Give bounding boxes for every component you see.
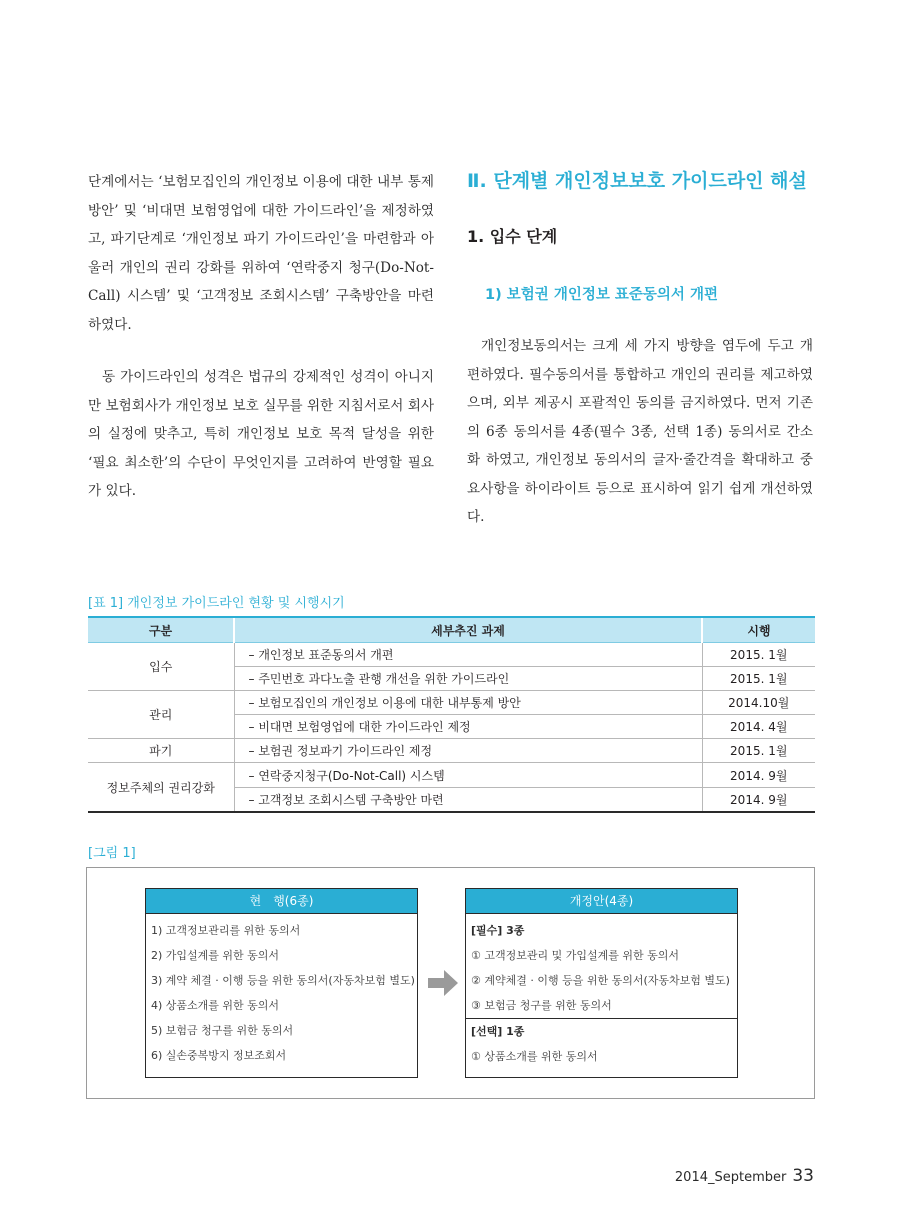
current-item: 5) 보험금 청구를 위한 동의서 bbox=[151, 1024, 294, 1037]
table-row bbox=[88, 643, 815, 667]
page-footer bbox=[675, 1166, 814, 1186]
table-row bbox=[88, 763, 815, 787]
header-category: 구분 bbox=[88, 617, 234, 643]
row-category: 파기 bbox=[88, 739, 234, 763]
current-item: 2) 가입설계를 위한 동의서 bbox=[151, 949, 280, 962]
row-task: – 보험모집인의 개인정보 이용에 대한 내부통제 방안 bbox=[234, 691, 702, 715]
current-item: 4) 상품소개를 위한 동의서 bbox=[151, 999, 280, 1012]
revised-item: ② 계약체결 · 이행 등을 위한 동의서(자동차보험 별도) bbox=[471, 974, 730, 987]
row-category: 입수 bbox=[88, 643, 234, 691]
subsubsection-title: 1) 보험권 개인정보 표준동의서 개편 bbox=[485, 287, 719, 303]
subsection-title: 1. 입수 단계 bbox=[467, 227, 558, 246]
header-date: 시행 bbox=[702, 617, 815, 643]
revised-consent-box bbox=[465, 888, 738, 1078]
current-consent-box bbox=[145, 888, 418, 1078]
arrow-right-icon bbox=[428, 970, 458, 996]
current-item: 3) 계약 체결 · 이행 등을 위한 동의서(자동차보험 별도) bbox=[151, 974, 415, 987]
revised-item: ① 고객정보관리 및 가입설계를 위한 동의서 bbox=[471, 949, 679, 962]
left-column bbox=[88, 168, 434, 506]
row-date: 2015. 1월 bbox=[702, 643, 815, 667]
table-row bbox=[88, 691, 815, 715]
row-date: 2014. 9월 bbox=[702, 787, 815, 812]
guideline-table bbox=[88, 616, 815, 813]
right-paragraph-1: 개인정보동의서는 크게 세 가지 방향을 염두에 두고 개편하였다. 필수동의서를 통합하고 개인의 권리를 제고하였으며, 외부 제공시 포괄적인 동의를 금지하였다. 먼저 기존의 6종 동의서를 4종(필수 3종, 선택 1종) 동의서로 간소화 하였고, 개인정보 동의서의 글자·줄간격을 확대하고 중요사항을 하이라이트 등으로 표시하여 읽기 쉽게 개선하였다. bbox=[467, 338, 813, 525]
header-task: 세부추진 과제 bbox=[234, 617, 702, 643]
row-date: 2015. 1월 bbox=[702, 667, 815, 691]
required-group-label: [필수] 3종 bbox=[471, 924, 525, 937]
row-category: 관리 bbox=[88, 691, 234, 739]
left-paragraph-2: 동 가이드라인의 성격은 법규의 강제적인 성격이 아니지만 보험회사가 개인정보 보호 실무를 위한 지침서로서 회사의 실정에 맞추고, 특히 개인정보 보호 목적 달성을 위한 ‘필요 최소한’의 수단이 무엇인지를 고려하여 반영할 필요가 있다. bbox=[88, 369, 434, 499]
row-task: – 개인정보 표준동의서 개편 bbox=[234, 643, 702, 667]
row-date: 2014. 9월 bbox=[702, 763, 815, 787]
revised-item: ① 상품소개를 위한 동의서 bbox=[471, 1050, 598, 1063]
table-caption: [표 1] 개인정보 가이드라인 현황 및 시행시기 bbox=[88, 596, 345, 611]
page-number: 33 bbox=[792, 1166, 814, 1186]
row-date: 2014.10월 bbox=[702, 691, 815, 715]
current-box-title: 현 행(6종) bbox=[146, 889, 417, 914]
row-category: 정보주체의 권리강화 bbox=[88, 763, 234, 812]
table-row bbox=[88, 739, 815, 763]
current-item: 1) 고객정보관리를 위한 동의서 bbox=[151, 924, 301, 937]
revised-item: ③ 보험금 청구를 위한 동의서 bbox=[471, 999, 612, 1012]
section-title: Ⅱ. 단계별 개인정보보호 가이드라인 해설 bbox=[467, 170, 807, 192]
row-date: 2014. 4월 bbox=[702, 715, 815, 739]
right-column bbox=[467, 168, 813, 532]
current-item: 6) 실손중복방지 정보조회서 bbox=[151, 1049, 287, 1062]
left-paragraph-1: 단계에서는 ‘보험모집인의 개인정보 이용에 대한 내부 통제방안’ 및 ‘비대면 보험영업에 대한 가이드라인’을 제정하였고, 파기단계로 ‘개인정보 파기 가이드라인’을 마련함과 아울러 개인의 권리 강화를 위하여 ‘연락중지 청구(Do-Not-Call) 시스템’ 및 ‘고객정보 조회시스템’ 구축방안을 마련하였다. bbox=[88, 174, 434, 333]
table-header-row bbox=[88, 617, 815, 643]
figure-frame bbox=[86, 867, 815, 1099]
row-task: – 비대면 보험영업에 대한 가이드라인 제정 bbox=[234, 715, 702, 739]
optional-group-label: [선택] 1종 bbox=[471, 1025, 525, 1038]
row-task: – 연락중지청구(Do-Not-Call) 시스템 bbox=[234, 763, 702, 787]
issue-label: 2014_September bbox=[674, 1170, 787, 1185]
row-date: 2015. 1월 bbox=[702, 739, 815, 763]
revised-box-title: 개정안(4종) bbox=[466, 889, 737, 914]
row-task: – 보험권 정보파기 가이드라인 제정 bbox=[234, 739, 702, 763]
row-task: – 주민번호 과다노출 관행 개선을 위한 가이드라인 bbox=[234, 667, 702, 691]
row-task: – 고객정보 조회시스템 구축방안 마련 bbox=[234, 787, 702, 812]
figure-caption: [그림 1] bbox=[88, 846, 136, 861]
